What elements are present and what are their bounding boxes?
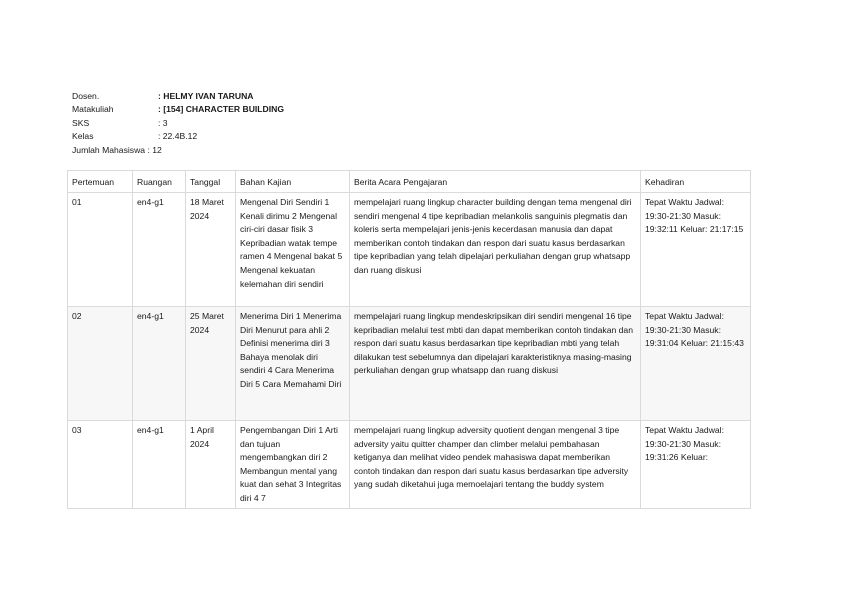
- attendance-table: [67, 170, 751, 509]
- sks-label: SKS: [72, 117, 90, 128]
- matakuliah-value: : [154] CHARACTER BUILDING: [158, 104, 285, 115]
- bahan-kajian-cell: [236, 307, 350, 421]
- berita-acara-cell: [350, 421, 641, 509]
- table-header-row: [68, 171, 751, 193]
- pertemuan-cell: 02: [68, 307, 133, 421]
- ruangan-cell: en4-g1: [133, 421, 186, 509]
- kehadiran-text: Tepat Waktu Jadwal: 19:30-21:30 Masuk: 19:31:04 Keluar: 21:15:43: [645, 311, 744, 349]
- kehadiran-cell: [641, 421, 751, 509]
- berita-acara-cell: [350, 307, 641, 421]
- bahan-kajian-text: Menerima Diri 1 Menerima Diri Menurut para ahli 2 Definisi menerima diri 3 Bahaya menolak diri sendiri 4 Cara Menerima Diri 5 Cara Memahami Diri: [240, 311, 342, 389]
- matakuliah-label: Matakuliah: [72, 104, 114, 115]
- jumlah-label: Jumlah Mahasiswa: [72, 144, 146, 155]
- table-row: [68, 421, 751, 509]
- jumlah-row: [72, 144, 284, 157]
- kehadiran-text: Tepat Waktu Jadwal: 19:30-21:30 Masuk: 19:32:11 Keluar: 21:17:15: [645, 197, 744, 235]
- tanggal-cell: [186, 307, 236, 421]
- column-header-tanggal: Tanggal: [186, 171, 236, 193]
- bahan-kajian-text: Mengenal Diri Sendiri 1 Kenali dirimu 2 Mengenal ciri-ciri dasar fisik 3 Kepribadian watak tempe ramen 4 Mengenal bakat 5 Mengenal kekuatan kelemahan diri sendiri: [240, 197, 343, 289]
- bahan-kajian-text: Pengembangan Diri 1 Arti dan tujuan mengembangkan diri 2 Membangun mental yang kuat dan sehat 3 Integritas diri 4 7: [240, 425, 342, 503]
- kehadiran-text: Tepat Waktu Jadwal: 19:30-21:30 Masuk: 19:31:26 Keluar:: [645, 425, 724, 463]
- kehadiran-cell: [641, 193, 751, 307]
- sks-value: : 3: [158, 117, 168, 128]
- column-header-berita-acara: Berita Acara Pengajaran: [350, 171, 641, 193]
- berita-acara-text: mempelajari ruang lingkup mendeskripsikan diri sendiri mengenal 16 tipe kepribadian melalui test mbti dan dapat memberikan contoh tindakan dan respon dari suatu kasus berdasarkan tipe kepribadian mbti yang telah dilakukan test sebelumnya dan dipelajari karakteristiknya masing-masing perkuliahan dengan grup whatsapp dan ruang diskusi: [354, 311, 633, 376]
- table-row: [68, 307, 751, 421]
- bahan-kajian-cell: [236, 421, 350, 509]
- pertemuan-cell: 03: [68, 421, 133, 509]
- tanggal-cell: [186, 421, 236, 509]
- kelas-value: : 22.4B.12: [158, 131, 198, 142]
- ruangan-cell: en4-g1: [133, 193, 186, 307]
- column-header-kehadiran: Kehadiran: [641, 171, 751, 193]
- sks-row: [72, 117, 284, 130]
- kelas-row: [72, 130, 284, 143]
- tanggal-text: 1 April 2024: [190, 425, 214, 449]
- bahan-kajian-cell: [236, 193, 350, 307]
- tanggal-text: 18 Maret 2024: [190, 197, 224, 221]
- pertemuan-cell: 01: [68, 193, 133, 307]
- tanggal-cell: [186, 193, 236, 307]
- column-header-bahan-kajian: Bahan Kajian: [236, 171, 350, 193]
- jumlah-value: : 12: [147, 144, 162, 155]
- table-row: [68, 193, 751, 307]
- kehadiran-cell: [641, 307, 751, 421]
- matakuliah-row: [72, 103, 284, 116]
- berita-acara-text: mempelajari ruang lingkup character building dengan tema mengenal diri sendiri mengenal 4 tipe kepribadian melankolis sanguinis plegmatis dan koleris serta mempelajari jenis-jenis kecerdasan manusia dan dapat memberikan contoh tindakan dan respon dari suatu kasus berdasarkan tipe kepribadian yang telah dipelajari perkuliahan dengan grup whatsapp dan ruang diskusi: [354, 197, 632, 275]
- column-header-ruangan: Ruangan: [133, 171, 186, 193]
- dosen-value: : HELMY IVAN TARUNA: [158, 91, 254, 101]
- berita-acara-text: mempelajari ruang lingkup adversity quotient dengan mengenal 3 tipe adversity yaitu quitter champer dan climber melalui pembahasan ketiganya dan melihat video pendek mahasiswa dapat memberikan contoh tindakan dan respon dari suatu kasus berdasarkan tipe adversity yang sudah diketahui juga memoelajari tentang the buddy system: [354, 425, 629, 490]
- dosen-label: Dosen.: [72, 91, 100, 101]
- dosen-row: [72, 90, 284, 103]
- column-header-pertemuan: Pertemuan: [68, 171, 133, 193]
- ruangan-cell: en4-g1: [133, 307, 186, 421]
- berita-acara-cell: [350, 193, 641, 307]
- course-info: [72, 90, 284, 157]
- tanggal-text: 25 Maret 2024: [190, 311, 224, 335]
- kelas-label: Kelas: [72, 131, 94, 142]
